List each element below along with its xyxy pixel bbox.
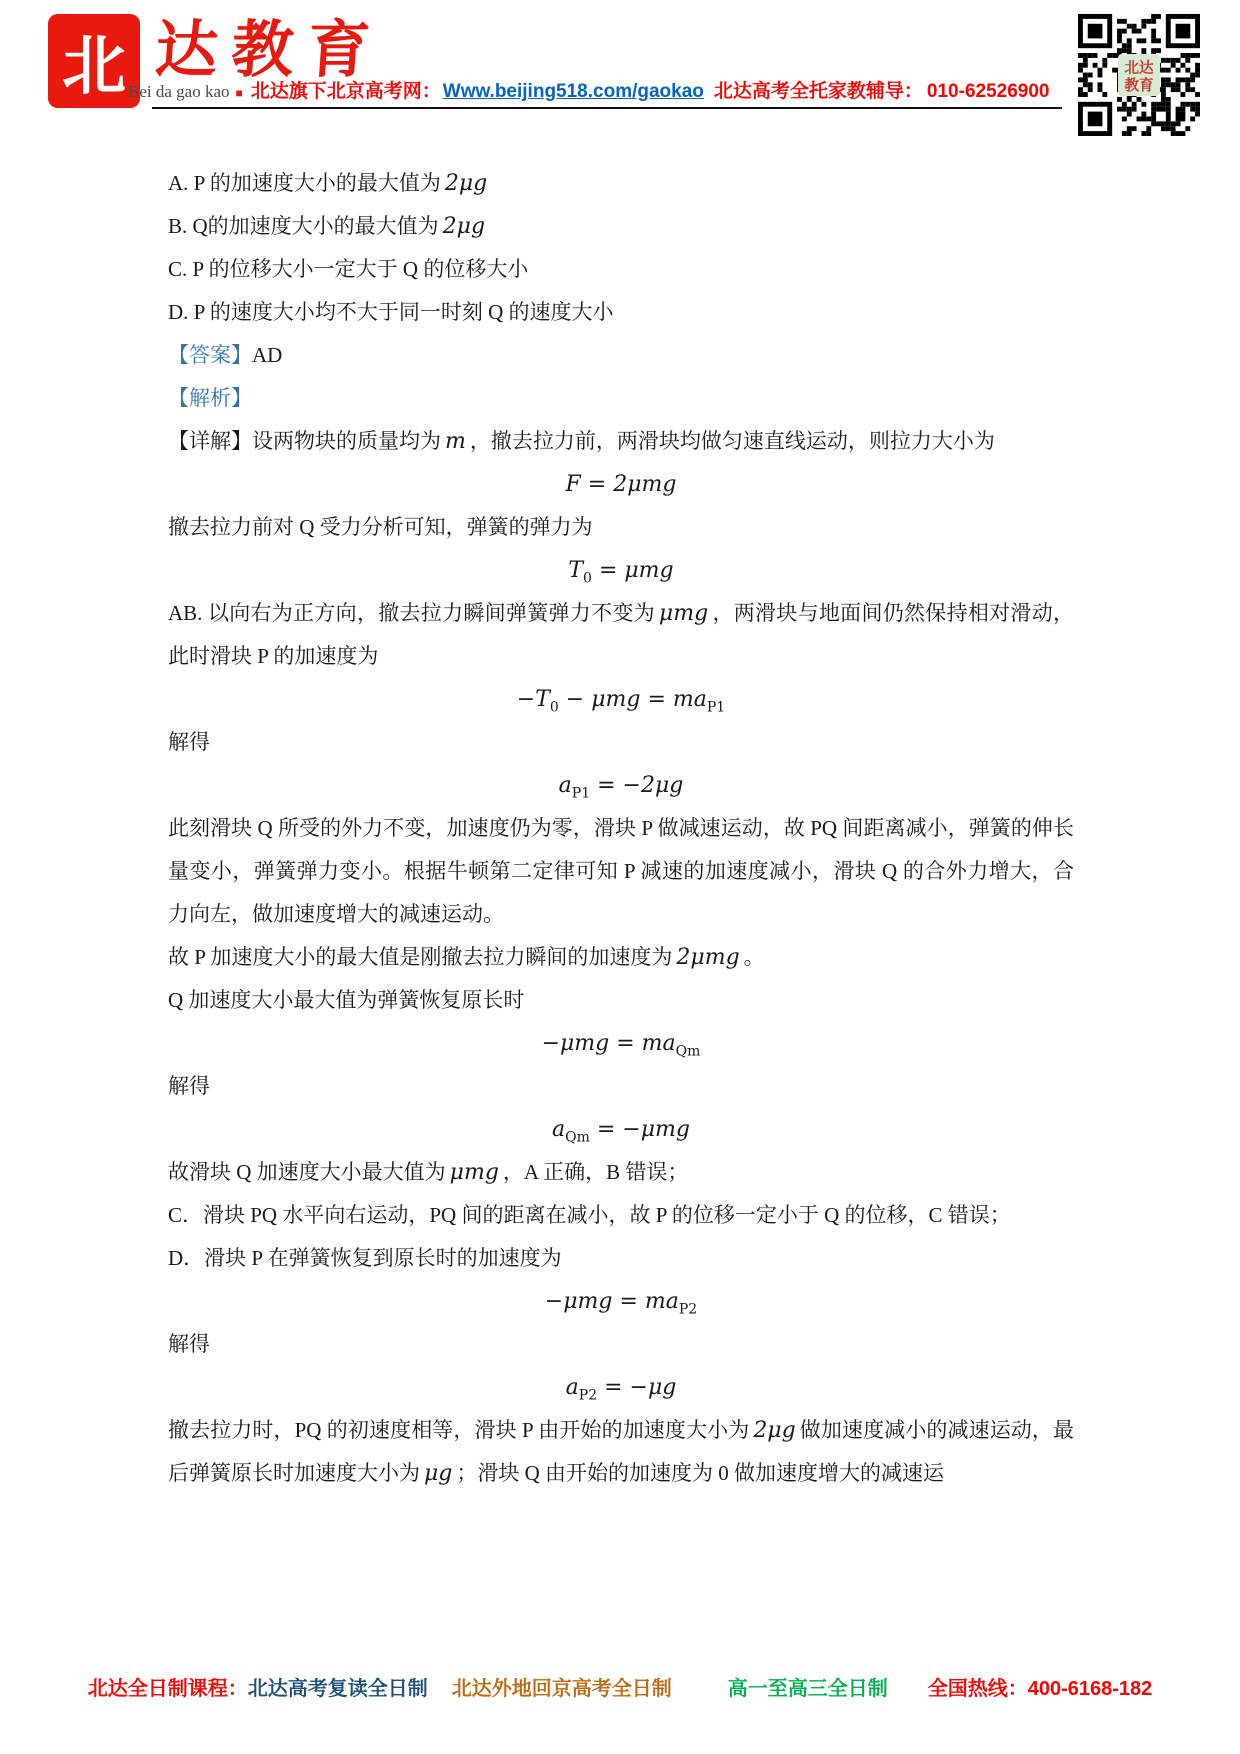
- option-d: D. P 的速度大小均不大于同一时刻 Q 的速度大小: [168, 300, 614, 324]
- para-final: 撤去拉力时，PQ 的初速度相等，滑块 P 由开始的加速度大小为 2μg 做加速度减小的减速运动，最后弹簧原长时加速度大小为 μg ；滑块 Q 由开始的加速度为 0 做加速度增大的减速运: [168, 1418, 1075, 1486]
- header-divider: [152, 107, 1062, 109]
- equation-ap2: $a_{P2} = -\mu g$: [565, 1375, 677, 1404]
- tagline-prefix: 北达旗下北京高考网：: [250, 81, 441, 102]
- qr-code: [1078, 14, 1200, 136]
- para-c-conclusion: C．滑块 PQ 水平向右运动，PQ 间的距离在减小，故 P 的位移一定小于 Q 的位移，C 错误；: [168, 1203, 1011, 1227]
- equation-p2: $-\mu mg = ma_{P2}$: [544, 1289, 698, 1318]
- para-q-analysis: 此刻滑块 Q 所受的外力不变，加速度仍为零，滑块 P 做减速运动，故 PQ 间距离减小，弹簧的伸长量变小，弹簧弹力变小。根据牛顿第二定律可知 P 减速的加速度减小，滑块 Q 的合外力增大，合力向左，做加速度增大的减速运动。: [168, 816, 1074, 926]
- option-b: B. Q的加速度大小的最大值为 2μg: [168, 214, 486, 239]
- equation-f: F = 2μmg: [565, 472, 677, 497]
- page-footer: [0, 1672, 1240, 1701]
- red-square-bullet: ■: [235, 86, 243, 100]
- svg-text:北达: 北达: [1124, 60, 1154, 77]
- brand-subtitle: Bei da gao kao: [128, 82, 230, 101]
- footer-segment-3: 北达外地回京高考全日制: [451, 1678, 672, 1700]
- document-body: [168, 162, 1074, 1495]
- equation-aqm: $a_{Qm} = -\mu mg$: [552, 1117, 690, 1146]
- tagline-suffix: 北达高考全托家教辅导：: [713, 81, 923, 102]
- para-ab-conclusion: 故滑块 Q 加速度大小最大值为 μmg ，A 正确，B 错误；: [168, 1160, 689, 1185]
- analysis-label: 【解析】: [168, 386, 252, 410]
- para-p-max: 故 P 加速度大小的最大值是刚撤去拉力瞬间的加速度为 2μmg 。: [168, 945, 765, 970]
- phone-number: 010-62526900: [926, 81, 1050, 102]
- footer-segment-4: 高一至高三全日制: [727, 1678, 888, 1700]
- option-a: A. P 的加速度大小的最大值为 2μg: [168, 171, 488, 196]
- answer-line: 【答案】AD: [168, 343, 283, 367]
- equation-ap1: $a_{P1} = -2\mu g$: [558, 773, 684, 802]
- seal-character: 北: [62, 29, 126, 104]
- equation-qm: $-\mu mg = ma_{Qm}$: [541, 1031, 701, 1060]
- para-q-max-intro: Q 加速度大小最大值为弹簧恢复原长时: [168, 988, 525, 1012]
- option-c: C. P 的位移大小一定大于 Q 的位移大小: [168, 257, 529, 281]
- header-tagline: [128, 76, 1050, 103]
- detail-intro: 【详解】设两物块的质量均为 m ，撤去拉力前，两滑块均做匀速直线运动，则拉力大小为: [168, 429, 995, 454]
- para-solve-1: 解得: [168, 730, 210, 754]
- para-spring-force: 撤去拉力前对 Q 受力分析可知，弹簧的弹力为: [168, 515, 593, 539]
- para-ab-analysis: AB. 以向右为正方向，撤去拉力瞬间弹簧弹力不变为 μmg ，两滑块与地面间仍然保持相对滑动，此时滑块 P 的加速度为: [168, 601, 1074, 668]
- equation-t0: $T_0 = \mu mg$: [568, 558, 674, 587]
- footer-segment-5: 全国热线：400-6168-182: [927, 1678, 1153, 1700]
- brand-seal-logo: [48, 14, 140, 108]
- para-solve-2: 解得: [168, 1074, 210, 1098]
- website-link[interactable]: Www.beijing518.com/gaokao: [442, 81, 704, 102]
- para-d-analysis: D．滑块 P 在弹簧恢复到原长时的加速度为: [168, 1246, 562, 1270]
- brand-script-text: 达教育: [153, 13, 387, 86]
- equation-p1: $-T_0 - \mu mg = ma_{P1}$: [516, 687, 726, 716]
- para-solve-3: 解得: [168, 1332, 210, 1356]
- footer-segment-2: 北达高考复读全日制: [247, 1678, 428, 1700]
- svg-text:教育: 教育: [1124, 78, 1154, 95]
- footer-segment-1: 北达全日制课程：: [87, 1678, 248, 1700]
